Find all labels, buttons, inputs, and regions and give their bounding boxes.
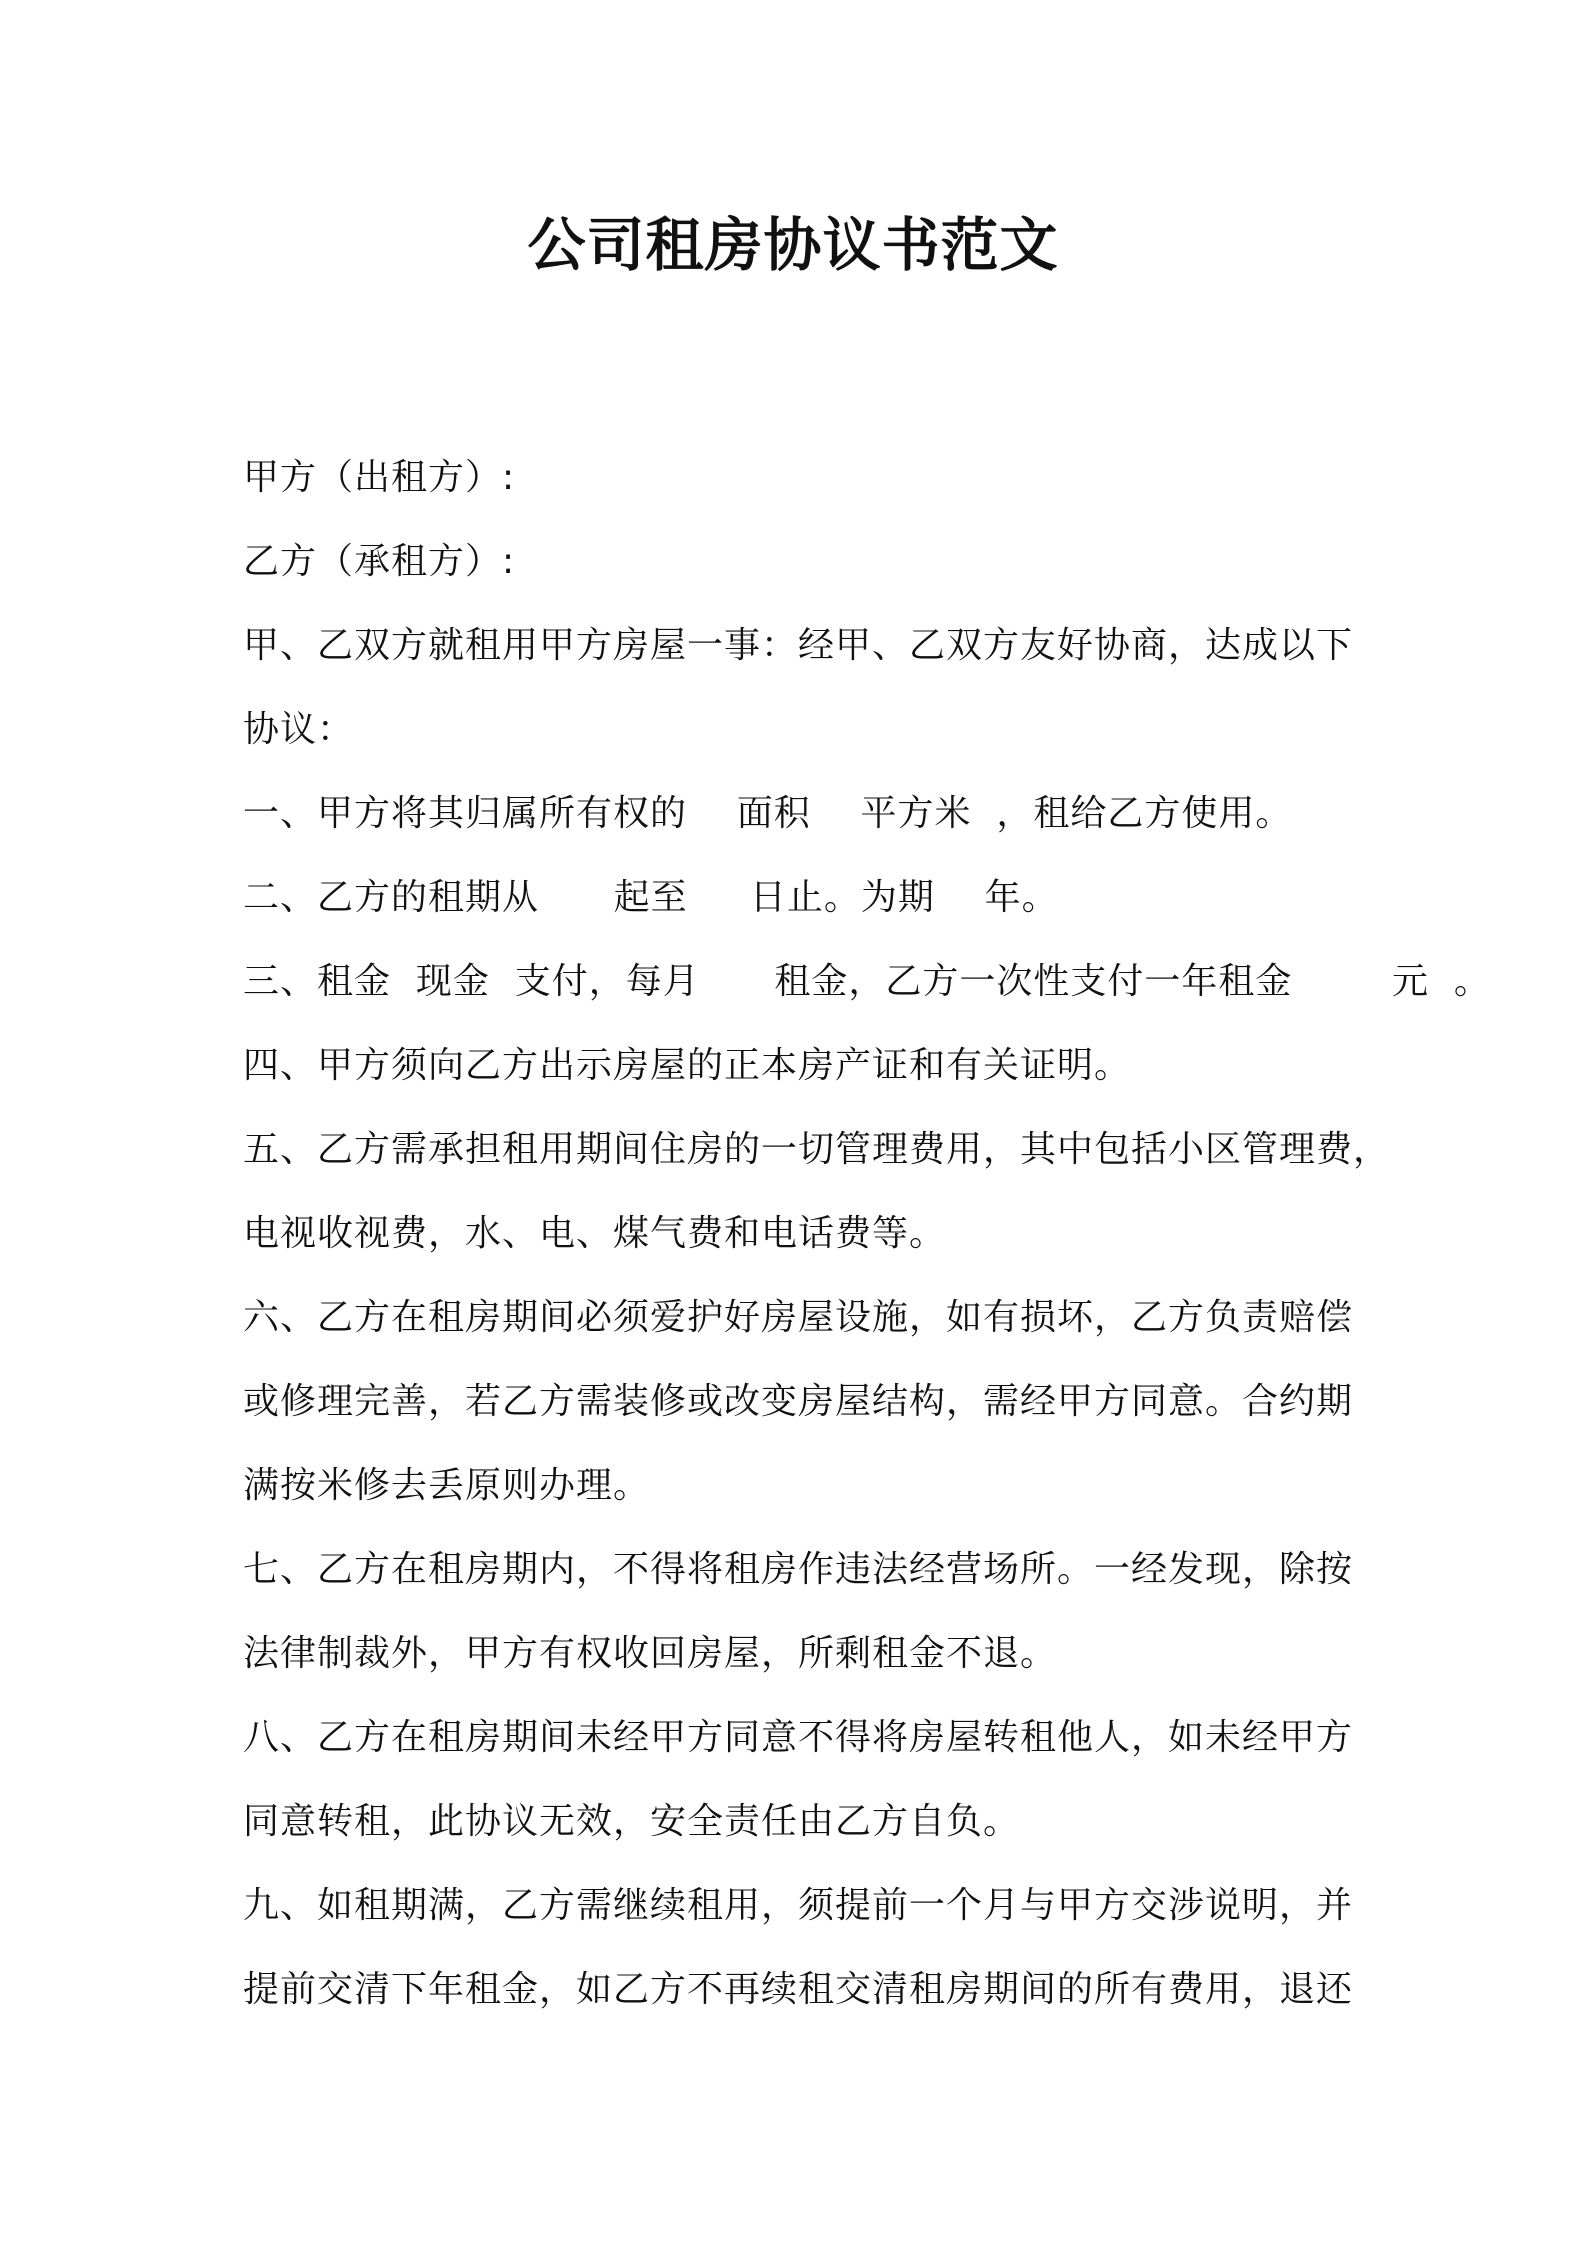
clause-7-line-1: 七、乙方在租房期内，不得将租房作违法经营场所。一经发现，除按 <box>243 1549 1354 1590</box>
clause-6-line-3: 满按米修去丢原则办理。 <box>243 1465 651 1506</box>
document-title: 公司租房协议书范文 <box>527 211 1059 279</box>
preamble-line-1: 甲、乙双方就租用甲方房屋一事：经甲、乙双方友好协商，达成以下 <box>243 625 1354 666</box>
clause-5-line-1: 五、乙方需承担租用期间住房的一切管理费用，其中包括小区管理费， <box>243 1129 1391 1170</box>
clause-9-line-2: 提前交清下年租金，如乙方不再续租交清租房期间的所有费用，退还 <box>243 1969 1354 2010</box>
clause-3-line: 三、租金 现金 支付，每月 租金，乙方一次性支付一年租金 元 。 <box>243 961 1491 1002</box>
clause-8-line-2: 同意转租，此协议无效，安全责任由乙方自负。 <box>243 1801 1021 1842</box>
clause-6-line-2: 或修理完善，若乙方需装修或改变房屋结构，需经甲方同意。合约期 <box>243 1381 1354 1422</box>
preamble-line-2: 协议： <box>243 709 355 750</box>
clause-5-line-2: 电视收视费，水、电、煤气费和电话费等。 <box>243 1213 947 1254</box>
clause-2-line: 二、乙方的租期从 起至 日止。为期 年。 <box>243 877 1059 918</box>
clause-1-line: 一、甲方将其归属所有权的 面积 平方米 ，租给乙方使用。 <box>243 793 1293 834</box>
clause-4-line: 四、甲方须向乙方出示房屋的正本房产证和有关证明。 <box>243 1045 1132 1086</box>
clause-7-line-2: 法律制裁外，甲方有权收回房屋，所剩租金不退。 <box>243 1633 1058 1674</box>
party-b-line: 乙方（承租方）: <box>243 541 516 582</box>
clause-8-line-1: 八、乙方在租房期间未经甲方同意不得将房屋转租他人，如未经甲方 <box>243 1717 1354 1758</box>
clause-9-line-1: 九、如租期满，乙方需继续租用，须提前一个月与甲方交涉说明，并 <box>243 1885 1354 1926</box>
clause-6-line-1: 六、乙方在租房期间必须爱护好房屋设施，如有损坏，乙方负责赔偿 <box>243 1297 1354 1338</box>
party-a-line: 甲方（出租方）: <box>243 457 516 498</box>
